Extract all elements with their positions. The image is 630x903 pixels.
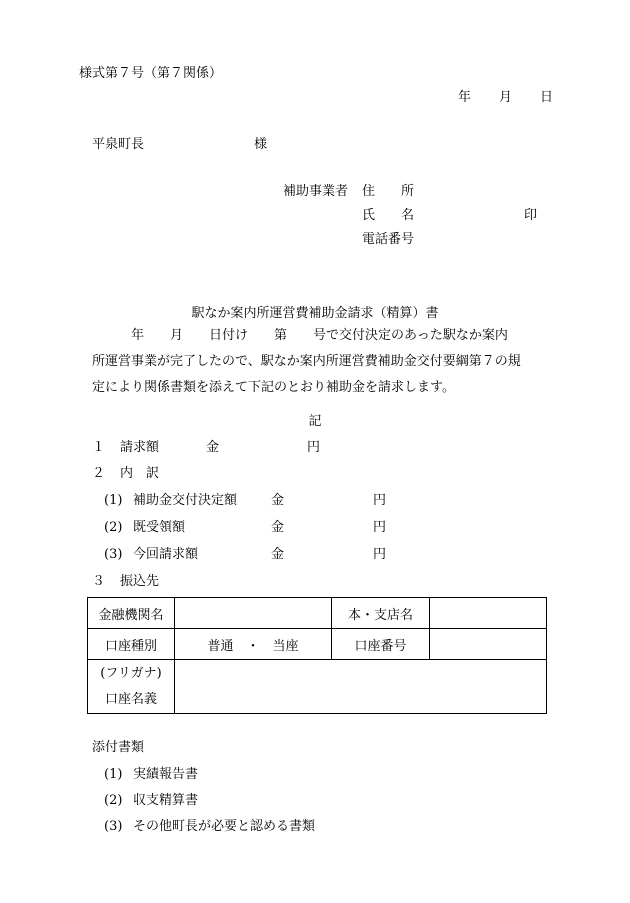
- attachments-heading: 添付書類: [92, 740, 145, 755]
- request-body: [92, 323, 550, 401]
- breakdown-2-label: 既受領額: [133, 520, 186, 535]
- breakdown-1-yen: 円: [373, 493, 387, 508]
- account-holder-label: [88, 660, 175, 714]
- address-label: 住 所: [362, 184, 415, 199]
- ki-mark: 記: [308, 414, 322, 429]
- item3-number: ３: [92, 574, 106, 589]
- account-number-field[interactable]: [430, 629, 547, 660]
- item1-kin: 金: [206, 440, 220, 455]
- breakdown-2-number: (2): [104, 520, 123, 535]
- attachment-2-number: (2): [104, 793, 123, 808]
- branch-field[interactable]: [430, 598, 547, 629]
- seal-mark: 印: [524, 208, 538, 223]
- addressee-name: 平泉町長: [92, 137, 145, 152]
- furigana-label: (フリガナ): [100, 665, 162, 681]
- phone-label: 電話番号: [362, 232, 415, 247]
- breakdown-1-number: (1): [104, 493, 123, 508]
- document-title: 駅なか案内所運営費補助金請求（精算）書: [191, 306, 439, 321]
- breakdown-1-kin: 金: [271, 493, 285, 508]
- date-month: 月: [499, 90, 513, 105]
- item2-label: 内 訳: [120, 466, 160, 481]
- account-type-value[interactable]: 普通 ・ 当座: [175, 629, 332, 660]
- table-row: [88, 660, 547, 714]
- name-label: 氏 名: [362, 208, 415, 223]
- item3-label: 振込先: [120, 574, 160, 589]
- attachment-1-number: (1): [104, 767, 123, 782]
- attachment-2-label: 収支精算書: [133, 793, 199, 808]
- attachment-3-number: (3): [104, 819, 123, 834]
- addressee-honorific: 様: [254, 137, 268, 152]
- attachment-3-label: その他町長が必要と認める書類: [133, 819, 316, 834]
- breakdown-3-label: 今回請求額: [133, 547, 199, 562]
- date-day: 日: [540, 90, 554, 105]
- item2-number: ２: [92, 466, 106, 481]
- applicant-role: 補助事業者: [283, 184, 349, 199]
- form-number: 様式第７号（第７関係）: [79, 66, 223, 81]
- item1-number: １: [92, 440, 106, 455]
- table-row: [88, 629, 547, 660]
- account-type-label: 口座種別: [88, 629, 175, 660]
- date-year: 年: [458, 90, 472, 105]
- breakdown-2-kin: 金: [271, 520, 285, 535]
- bank-transfer-table: [87, 597, 547, 714]
- body-line-1: 年 月 日付け 第 号で交付決定のあった駅なか案内: [92, 328, 508, 343]
- account-holder-field[interactable]: [175, 660, 547, 714]
- bank-name-label: 金融機関名: [88, 598, 175, 629]
- bank-name-field[interactable]: [175, 598, 332, 629]
- breakdown-2-yen: 円: [373, 520, 387, 535]
- breakdown-3-number: (3): [104, 547, 123, 562]
- table-row: [88, 598, 547, 629]
- item1-yen: 円: [307, 440, 321, 455]
- attachment-1-label: 実績報告書: [133, 767, 199, 782]
- breakdown-1-label: 補助金交付決定額: [133, 493, 238, 508]
- account-number-label: 口座番号: [332, 629, 430, 660]
- breakdown-3-kin: 金: [271, 547, 285, 562]
- breakdown-3-yen: 円: [373, 547, 387, 562]
- item1-label: 請求額: [120, 440, 160, 455]
- body-line-3: 定により関係書類を添えて下記のとおり補助金を請求します。: [92, 380, 455, 395]
- body-line-2: 所運営事業が完了したので、駅なか案内所運営費補助金交付要綱第７の規: [92, 354, 521, 369]
- account-holder-name-label: 口座名義: [104, 691, 157, 707]
- branch-label: 本・支店名: [332, 598, 430, 629]
